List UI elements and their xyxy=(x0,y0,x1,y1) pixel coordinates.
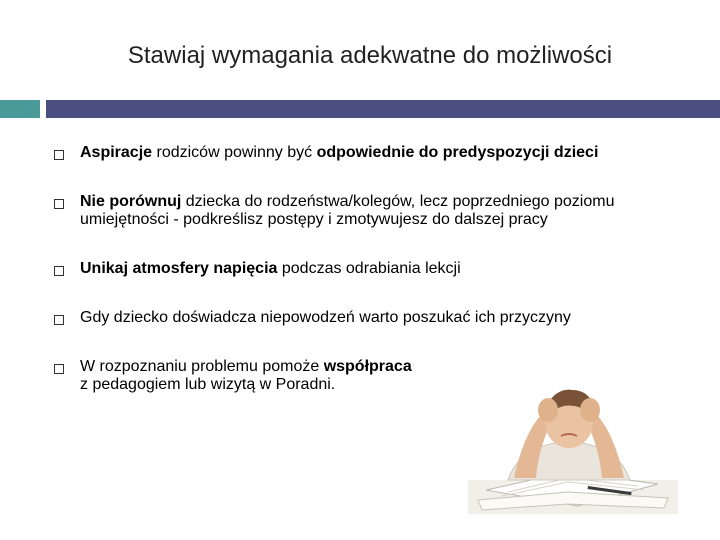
bullet-bold-text: odpowiednie do predyspozycji dzieci xyxy=(316,144,599,161)
bullet-list xyxy=(52,144,702,394)
bullet-bold-text: Unikaj atmosfery napięcia xyxy=(80,260,278,277)
square-bullet-icon xyxy=(54,266,64,276)
bullet-text: Gdy dziecko doświadcza niepowodzeń warto poszukać ich przyczyny xyxy=(80,309,571,326)
bullet-text: rodziców powinny być xyxy=(152,144,317,161)
bullet-bold-text: współpraca xyxy=(323,358,412,375)
accent-bar-left xyxy=(0,100,40,118)
bullet-bold-text: Nie porównuj xyxy=(80,193,182,210)
square-bullet-icon xyxy=(54,364,64,374)
bullet-bold-text: Aspiracje xyxy=(80,144,153,161)
square-bullet-icon xyxy=(54,150,64,160)
accent-bar-right xyxy=(46,100,720,118)
bullet-item-do-not-compare xyxy=(52,193,702,229)
stressed-child-photo xyxy=(468,380,678,514)
slide-title: Stawiaj wymagania adekwatne do możliwości xyxy=(127,42,613,69)
bullet-item-aspirations xyxy=(52,144,702,162)
bullet-item-avoid-tension xyxy=(52,260,702,278)
bullet-text-line2: z pedagogiem lub wizytą w Poradni. xyxy=(80,376,336,393)
bullet-item-failures xyxy=(52,309,702,327)
bullet-text: dziecka do rodzeństwa/kolegów, lecz poprzedniego poziomu xyxy=(181,193,615,210)
square-bullet-icon xyxy=(54,199,64,209)
bullet-text: W rozpoznaniu problemu pomoże xyxy=(80,358,324,375)
bullet-text-line2: umiejętności - podkreślisz postępy i zmotywujesz do dalszej pracy xyxy=(80,211,548,228)
square-bullet-icon xyxy=(54,315,64,325)
bullet-text: podczas odrabiania lekcji xyxy=(277,260,461,277)
